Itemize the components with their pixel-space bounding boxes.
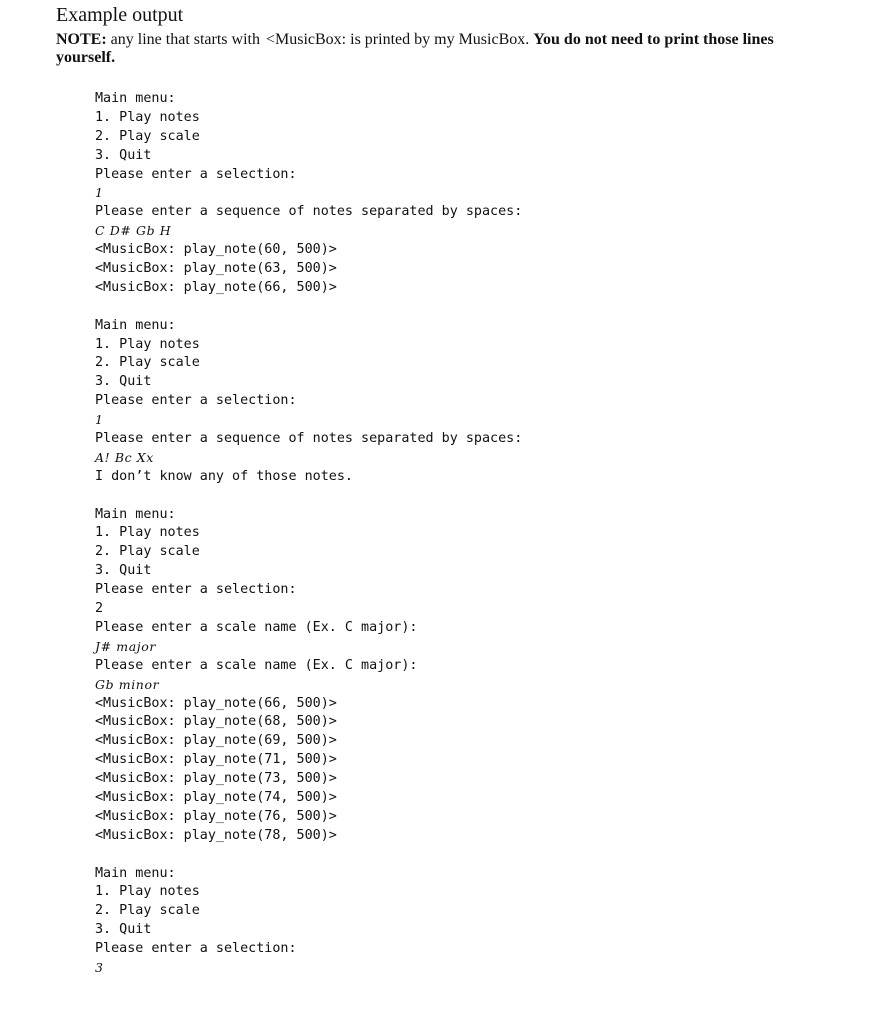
- blank-line: [95, 846, 522, 865]
- output-line: 3. Quit: [95, 147, 152, 163]
- output-line: Main menu:: [95, 865, 176, 881]
- output-line: 1. Play notes: [95, 336, 200, 352]
- output-line: 3. Quit: [95, 374, 152, 390]
- output-line: 1. Play notes: [95, 884, 200, 900]
- output-line: <MusicBox: play_note(66, 500)>: [95, 695, 337, 711]
- output-line: Please enter a selection:: [95, 166, 297, 182]
- user-input-line: Gb minor: [95, 676, 160, 692]
- output-line: Please enter a sequence of notes separated by spaces:: [95, 431, 523, 447]
- output-line: Please enter a selection:: [95, 393, 297, 409]
- output-line: <MusicBox: play_note(60, 500)>: [95, 242, 337, 258]
- blank-line: [95, 298, 522, 317]
- note-paragraph: [56, 31, 816, 67]
- output-line: <MusicBox: play_note(73, 500)>: [95, 771, 337, 787]
- note-text-2: is printed by my MusicBox.: [350, 31, 530, 48]
- output-line: Please enter a sequence of notes separated by spaces:: [95, 204, 523, 220]
- output-line: 2. Play scale: [95, 128, 200, 144]
- output-line: Main menu:: [95, 317, 176, 333]
- output-line: Please enter a selection:: [95, 582, 297, 598]
- output-line: 1. Play notes: [95, 109, 200, 125]
- note-label: NOTE:: [56, 31, 107, 48]
- example-transcript: [95, 90, 522, 978]
- output-line: <MusicBox: play_note(69, 500)>: [95, 733, 337, 749]
- output-line: Please enter a scale name (Ex. C major):: [95, 619, 418, 635]
- output-line: <MusicBox: play_note(68, 500)>: [95, 714, 337, 730]
- output-line: <MusicBox: play_note(76, 500)>: [95, 808, 337, 824]
- user-input-line: 2: [95, 601, 104, 617]
- output-line: 3. Quit: [95, 563, 152, 579]
- output-line: <MusicBox: play_note(66, 500)>: [95, 279, 337, 295]
- output-line: Please enter a scale name (Ex. C major):: [95, 657, 418, 673]
- output-line: Main menu:: [95, 506, 176, 522]
- user-input-line: 3: [95, 959, 104, 975]
- user-input-line: 1: [95, 412, 104, 428]
- output-line: 1. Play notes: [95, 525, 200, 541]
- note-text: any line that starts with: [110, 31, 260, 48]
- output-line: 2. Play scale: [95, 355, 200, 371]
- user-input-line: J# major: [95, 638, 156, 654]
- output-line: I don’t know any of those notes.: [95, 468, 353, 484]
- note-emphasis: You do not need to print those lines yourself.: [56, 31, 774, 66]
- output-line: Please enter a selection:: [95, 941, 297, 957]
- output-line: <MusicBox: play_note(63, 500)>: [95, 261, 337, 277]
- user-input-line: C D# Gb H: [95, 223, 172, 239]
- section-heading: Example output: [56, 4, 184, 26]
- output-line: 3. Quit: [95, 922, 152, 938]
- user-input-line: A! Bc Xx: [95, 449, 154, 465]
- note-prefix: <MusicBox:: [265, 31, 347, 48]
- output-line: 2. Play scale: [95, 544, 200, 560]
- output-line: <MusicBox: play_note(71, 500)>: [95, 752, 337, 768]
- blank-line: [95, 487, 522, 506]
- output-line: <MusicBox: play_note(78, 500)>: [95, 827, 337, 843]
- output-line: 2. Play scale: [95, 903, 200, 919]
- output-line: <MusicBox: play_note(74, 500)>: [95, 789, 337, 805]
- user-input-line: 1: [95, 185, 104, 201]
- output-line: Main menu:: [95, 91, 176, 106]
